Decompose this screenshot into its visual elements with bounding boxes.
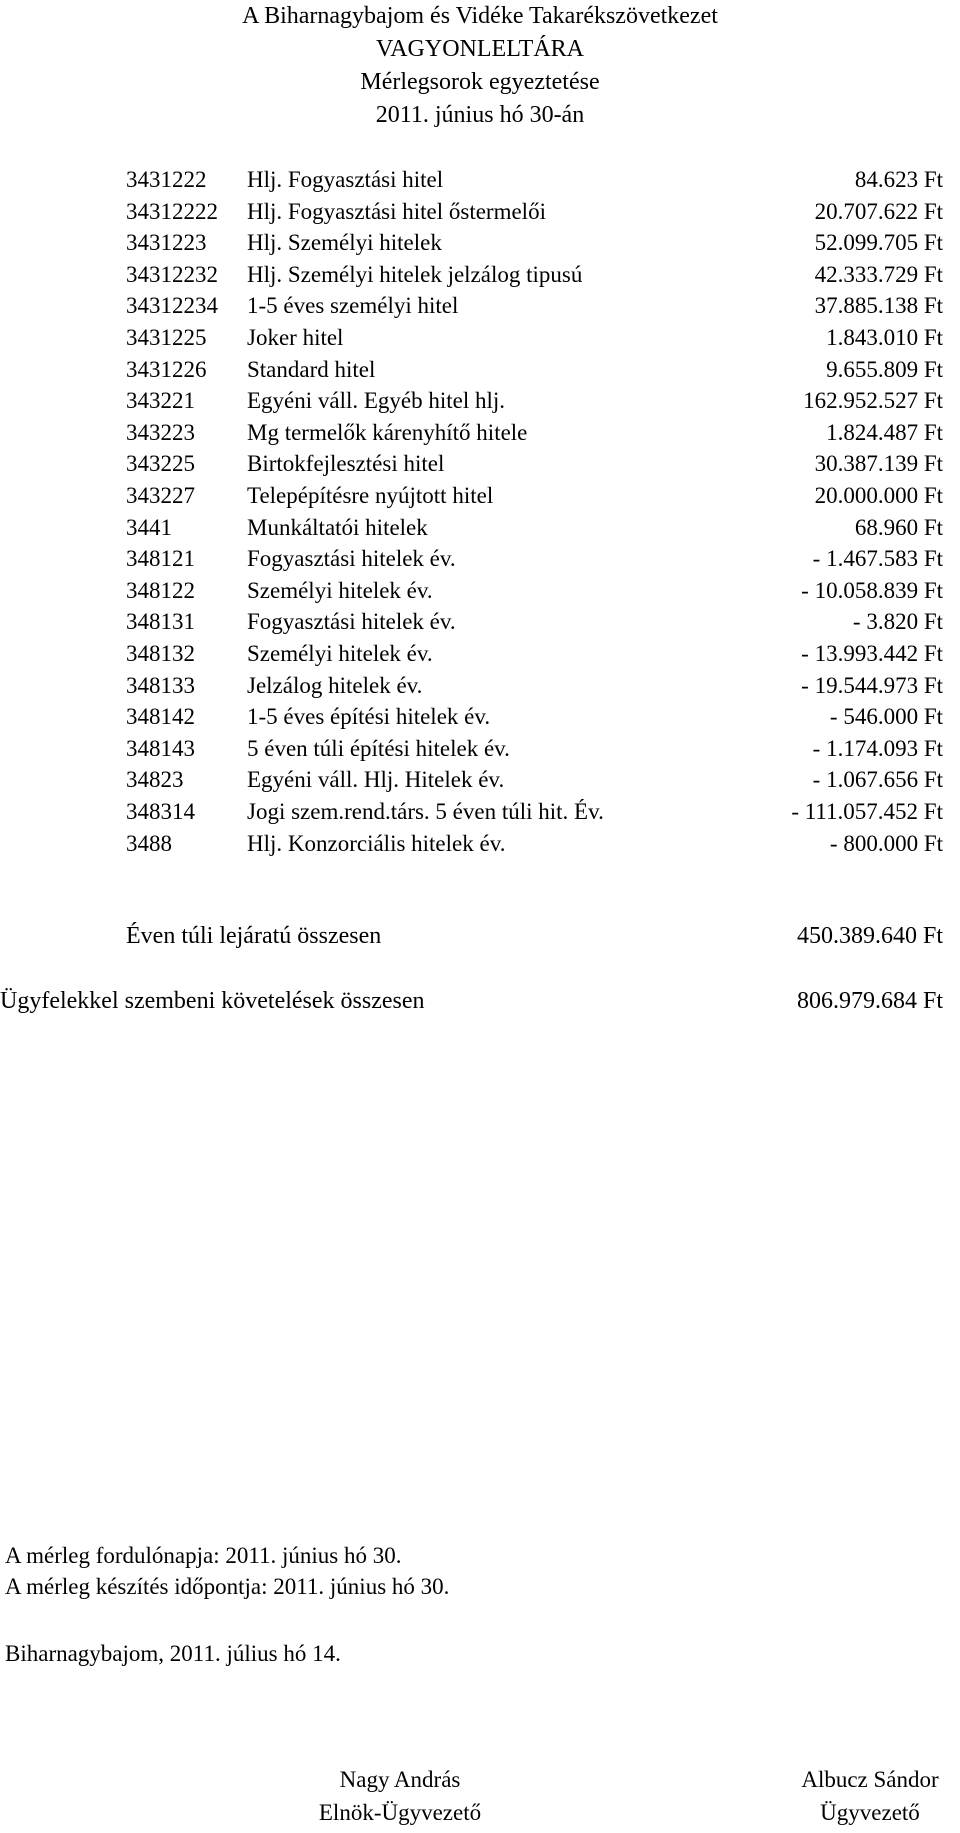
- account-amount: - 10.058.839 Ft: [801, 577, 943, 603]
- account-amount: 42.333.729 Ft: [814, 261, 943, 287]
- ledger-row: [0, 164, 960, 195]
- account-code: 343225: [126, 451, 195, 477]
- right-signature: [782, 1763, 958, 1829]
- right-signer-title: Ügyvezető: [820, 1800, 920, 1825]
- account-code: 34312232: [126, 261, 218, 287]
- account-description: Egyéni váll. Hlj. Hitelek év.: [247, 767, 505, 793]
- account-amount: 1.824.487 Ft: [826, 419, 943, 445]
- account-description: Birtokfejlesztési hitel: [247, 451, 445, 477]
- account-description: Telepépítésre nyújtott hitel: [247, 483, 494, 508]
- account-amount: - 111.057.452 Ft: [791, 799, 943, 824]
- document-header: [0, 0, 960, 132]
- client-total-label: Ügyfelekkel szembeni követelések összesen: [0, 988, 425, 1014]
- account-description: 1-5 éves személyi hitel: [247, 293, 459, 319]
- account-description: 1-5 éves építési hitelek év.: [247, 704, 491, 730]
- account-description: Jogi szem.rend.társ. 5 éven túli hit. Év.: [247, 799, 604, 824]
- ledger-row: [0, 764, 960, 795]
- ledger-row: [0, 828, 960, 859]
- ledger-row: [0, 480, 960, 511]
- account-description: Személyi hitelek év.: [247, 577, 433, 603]
- long-term-total-row: [0, 920, 960, 952]
- account-amount: 20.000.000 Ft: [814, 483, 943, 508]
- ledger-row: [0, 512, 960, 543]
- account-code: 3431223: [126, 230, 207, 256]
- account-amount: 84.623 Ft: [854, 167, 943, 192]
- account-description: Hlj. Személyi hitelek jelzálog tipusú: [247, 261, 583, 287]
- ledger-row: [0, 417, 960, 448]
- account-code: 3431226: [126, 356, 207, 382]
- account-code: 34312222: [126, 198, 218, 224]
- ledger-row: [0, 354, 960, 385]
- ledger-row: [0, 385, 960, 416]
- account-amount: 68.960 Ft: [854, 514, 943, 540]
- account-code: 348142: [126, 704, 195, 730]
- account-code: 348133: [126, 672, 195, 698]
- ledger-row: [0, 259, 960, 290]
- ledger-row: [0, 575, 960, 606]
- account-description: 5 éven túli építési hitelek év.: [247, 735, 510, 761]
- document-title: VAGYONLELTÁRA: [375, 36, 584, 62]
- ledger-row: [0, 196, 960, 227]
- account-amount: 162.952.527 Ft: [803, 388, 943, 414]
- account-code: 3431222: [126, 167, 207, 192]
- ledger-row: [0, 322, 960, 353]
- account-code: 348121: [126, 546, 195, 572]
- account-description: Hlj. Konzorciális hitelek év.: [247, 830, 506, 856]
- account-code: 343221: [126, 388, 195, 414]
- account-description: Standard hitel: [247, 356, 376, 382]
- account-amount: - 19.544.973 Ft: [801, 672, 943, 698]
- account-code: 34312234: [126, 293, 218, 319]
- left-signer-name: Nagy András: [339, 1767, 461, 1792]
- account-description: Hlj. Fogyasztási hitel őstermelői: [247, 198, 546, 224]
- ledger-row: [0, 796, 960, 827]
- account-amount: - 800.000 Ft: [829, 830, 943, 856]
- account-code: 348122: [126, 577, 195, 603]
- account-description: Hlj. Személyi hitelek: [247, 230, 442, 256]
- account-amount: - 546.000 Ft: [829, 704, 943, 730]
- account-amount: 37.885.138 Ft: [814, 293, 943, 319]
- account-code: 3441: [126, 514, 172, 540]
- account-amount: 9.655.809 Ft: [826, 356, 943, 382]
- account-code: 348314: [126, 799, 195, 824]
- account-description: Mg termelők kárenyhítő hitele: [247, 419, 528, 445]
- account-description: Fogyasztási hitelek év.: [247, 546, 456, 572]
- account-description: Jelzálog hitelek év.: [247, 672, 423, 698]
- client-total-row: [0, 985, 960, 1017]
- account-description: Fogyasztási hitelek év.: [247, 609, 456, 635]
- ledger-row: [0, 606, 960, 637]
- long-term-total-label: Éven túli lejáratú összesen: [126, 923, 382, 949]
- ledger-row: [0, 733, 960, 764]
- account-amount: - 1.067.656 Ft: [812, 767, 943, 793]
- account-code: 348132: [126, 641, 195, 666]
- account-description: Hlj. Fogyasztási hitel: [247, 167, 444, 192]
- account-code: 343223: [126, 419, 195, 445]
- document-date: 2011. június hó 30-án: [375, 102, 585, 128]
- left-signature: [300, 1763, 500, 1829]
- organization-name: A Biharnagybajom és Vidéke Takarékszövetkezet: [242, 3, 718, 29]
- account-amount: 1.843.010 Ft: [826, 325, 943, 350]
- account-code: 348143: [126, 735, 195, 761]
- account-code: 34823: [126, 767, 184, 793]
- account-amount: - 13.993.442 Ft: [801, 641, 943, 666]
- account-code: 343227: [126, 483, 195, 508]
- balance-date-line: A mérleg fordulónapja: 2011. június hó 30.: [5, 1543, 402, 1568]
- document-subtitle: Mérlegsorok egyeztetése: [360, 69, 600, 95]
- ledger-row: [0, 670, 960, 701]
- ledger-row: [0, 638, 960, 669]
- account-code: 3431225: [126, 325, 207, 350]
- account-amount: - 3.820 Ft: [852, 609, 943, 635]
- client-total-amount: 806.979.684 Ft: [796, 988, 943, 1014]
- place-date-line: Biharnagybajom, 2011. július hó 14.: [5, 1641, 341, 1666]
- ledger-row: [0, 290, 960, 321]
- account-amount: - 1.467.583 Ft: [812, 546, 943, 572]
- ledger-row: [0, 448, 960, 479]
- account-description: Munkáltatói hitelek: [247, 514, 428, 540]
- account-description: Egyéni váll. Egyéb hitel hlj.: [247, 388, 506, 414]
- account-amount: 30.387.139 Ft: [814, 451, 943, 477]
- account-amount: - 1.174.093 Ft: [812, 735, 943, 761]
- account-code: 3488: [126, 830, 172, 856]
- prepared-date-line: A mérleg készítés időpontja: 2011. június hó 30.: [5, 1574, 450, 1599]
- left-signer-title: Elnök-Ügyvezető: [318, 1800, 482, 1825]
- long-term-total-amount: 450.389.640 Ft: [796, 923, 943, 949]
- account-amount: 52.099.705 Ft: [814, 230, 943, 256]
- ledger-row: [0, 227, 960, 258]
- account-description: Személyi hitelek év.: [247, 641, 433, 666]
- account-code: 348131: [126, 609, 195, 635]
- account-amount: 20.707.622 Ft: [814, 198, 943, 224]
- ledger-row: [0, 701, 960, 732]
- right-signer-name: Albucz Sándor: [801, 1767, 939, 1792]
- ledger-row: [0, 543, 960, 574]
- account-description: Joker hitel: [247, 325, 344, 350]
